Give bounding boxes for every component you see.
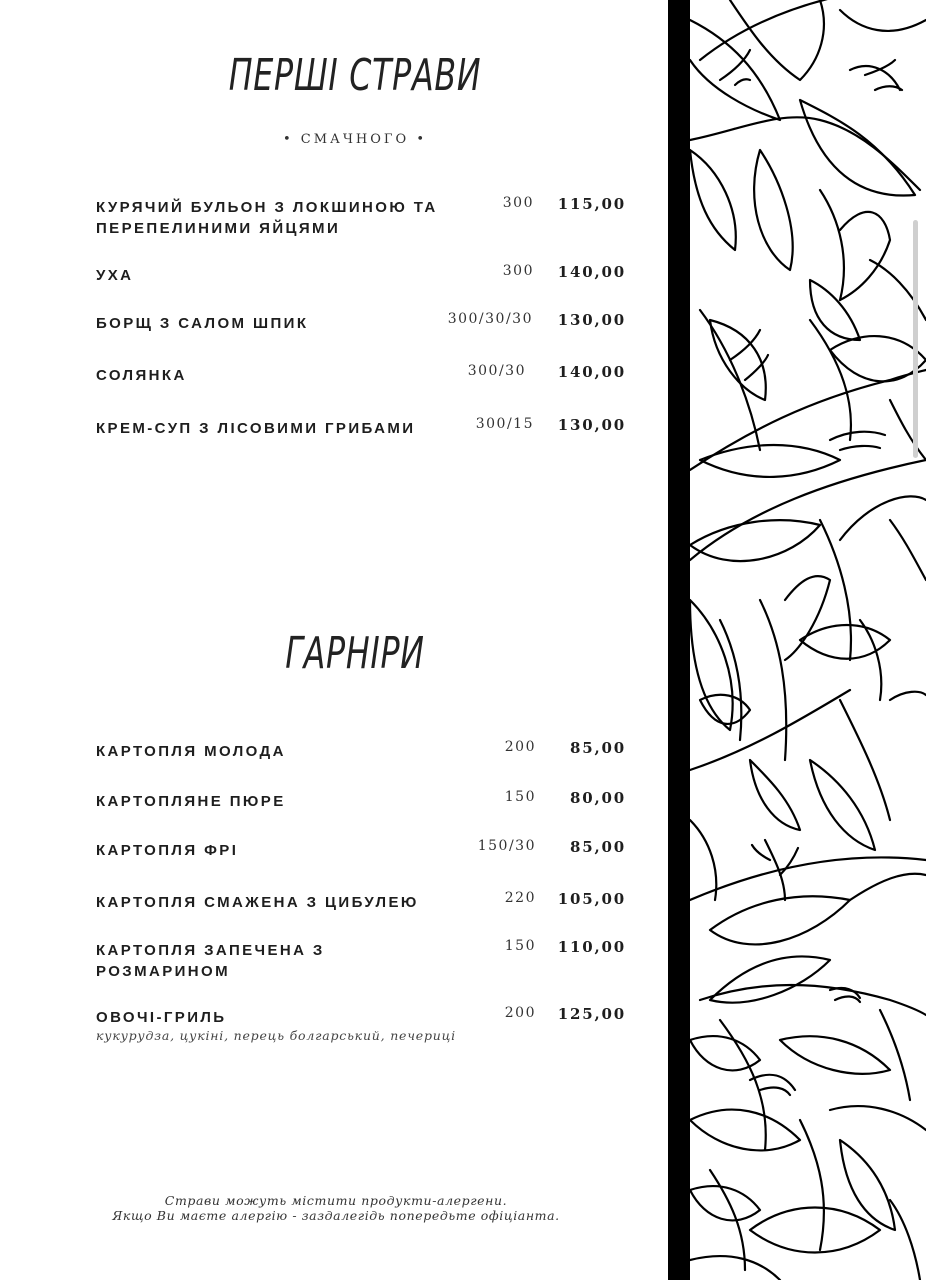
scrollbar-thumb[interactable] <box>913 220 918 458</box>
menu-item-name: СОЛЯНКА <box>96 367 187 384</box>
section-title-first-courses: ПЕРШІ СТРАВИ <box>228 50 482 101</box>
allergen-note-line1: Страви можуть містити продукти-алергени. <box>164 1193 508 1208</box>
menu-item-weight: 200 <box>504 1005 536 1021</box>
menu-item-description: кукурудза, цукіні, перець болгарський, печериці <box>96 1028 456 1043</box>
menu-item-weight: 220 <box>504 890 536 906</box>
menu-item-name: БОРЩ З САЛОМ ШПИК <box>96 315 309 332</box>
leaf-pattern-decoration <box>690 0 926 1280</box>
menu-item <box>96 791 636 812</box>
allergen-note-line2: Якщо Ви маєте алергію - заздалегідь попередьте офіціанта. <box>112 1208 560 1223</box>
decorative-black-bar <box>668 0 690 1280</box>
menu-item-weight: 300/15 <box>475 416 534 432</box>
menu-item <box>96 940 636 982</box>
menu-item <box>96 892 636 913</box>
menu-item <box>96 840 636 861</box>
menu-item-price: 130,00 <box>557 311 626 329</box>
menu-item-weight: 300/30/30 <box>447 311 533 327</box>
menu-item-weight: 200 <box>504 739 536 755</box>
menu-item-name: КУРЯЧИЙ БУЛЬОН З ЛОКШИНОЮ ТА ПЕРЕПЕЛИНИМИ ЯЙЦЯМИ <box>96 199 438 237</box>
menu-item-name: УХА <box>96 267 134 284</box>
menu-item <box>96 365 636 386</box>
menu-item-price: 80,00 <box>570 789 626 807</box>
menu-item-weight: 150/30 <box>477 838 536 854</box>
menu-item-name: КАРТОПЛЯНЕ ПЮРЕ <box>96 793 286 810</box>
menu-item <box>96 197 636 239</box>
menu-item-name: КАРТОПЛЯ МОЛОДА <box>96 743 286 760</box>
menu-item <box>96 313 636 334</box>
menu-item-price: 110,00 <box>557 938 626 956</box>
menu-item-price: 105,00 <box>557 890 626 908</box>
allergen-note <box>0 1193 672 1223</box>
section-title-side-dishes: ГАРНІРИ <box>285 628 425 679</box>
menu-item-price: 115,00 <box>557 195 626 213</box>
menu-item-price: 85,00 <box>570 838 626 856</box>
menu-item-name: КАРТОПЛЯ ЗАПЕЧЕНА З РОЗМАРИНОМ <box>96 942 325 980</box>
menu-item <box>96 741 636 762</box>
menu-item-price: 125,00 <box>557 1005 626 1023</box>
menu-item-price: 140,00 <box>557 263 626 281</box>
menu-item-weight: 300 <box>502 263 534 279</box>
menu-item-name: КАРТОПЛЯ ФРІ <box>96 842 239 859</box>
menu-item-price: 140,00 <box>557 363 626 381</box>
menu-item-weight: 300 <box>502 195 534 211</box>
menu-item-weight: 150 <box>504 789 536 805</box>
menu-item <box>96 418 636 439</box>
menu-item-weight: 150 <box>504 938 536 954</box>
menu-item-price: 85,00 <box>570 739 626 757</box>
menu-item-name: КАРТОПЛЯ СМАЖЕНА З ЦИБУЛЕЮ <box>96 894 419 911</box>
menu-item-name: КРЕМ-СУП З ЛІСОВИМИ ГРИБАМИ <box>96 420 416 437</box>
menu-item-price: 130,00 <box>557 416 626 434</box>
section-subtitle: • СМАЧНОГО • <box>282 132 427 147</box>
menu-item <box>96 1007 636 1043</box>
menu-item-weight: 300/30 <box>467 363 526 379</box>
menu-item-name: ОВОЧІ-ГРИЛЬ <box>96 1009 227 1026</box>
menu-item <box>96 265 636 286</box>
